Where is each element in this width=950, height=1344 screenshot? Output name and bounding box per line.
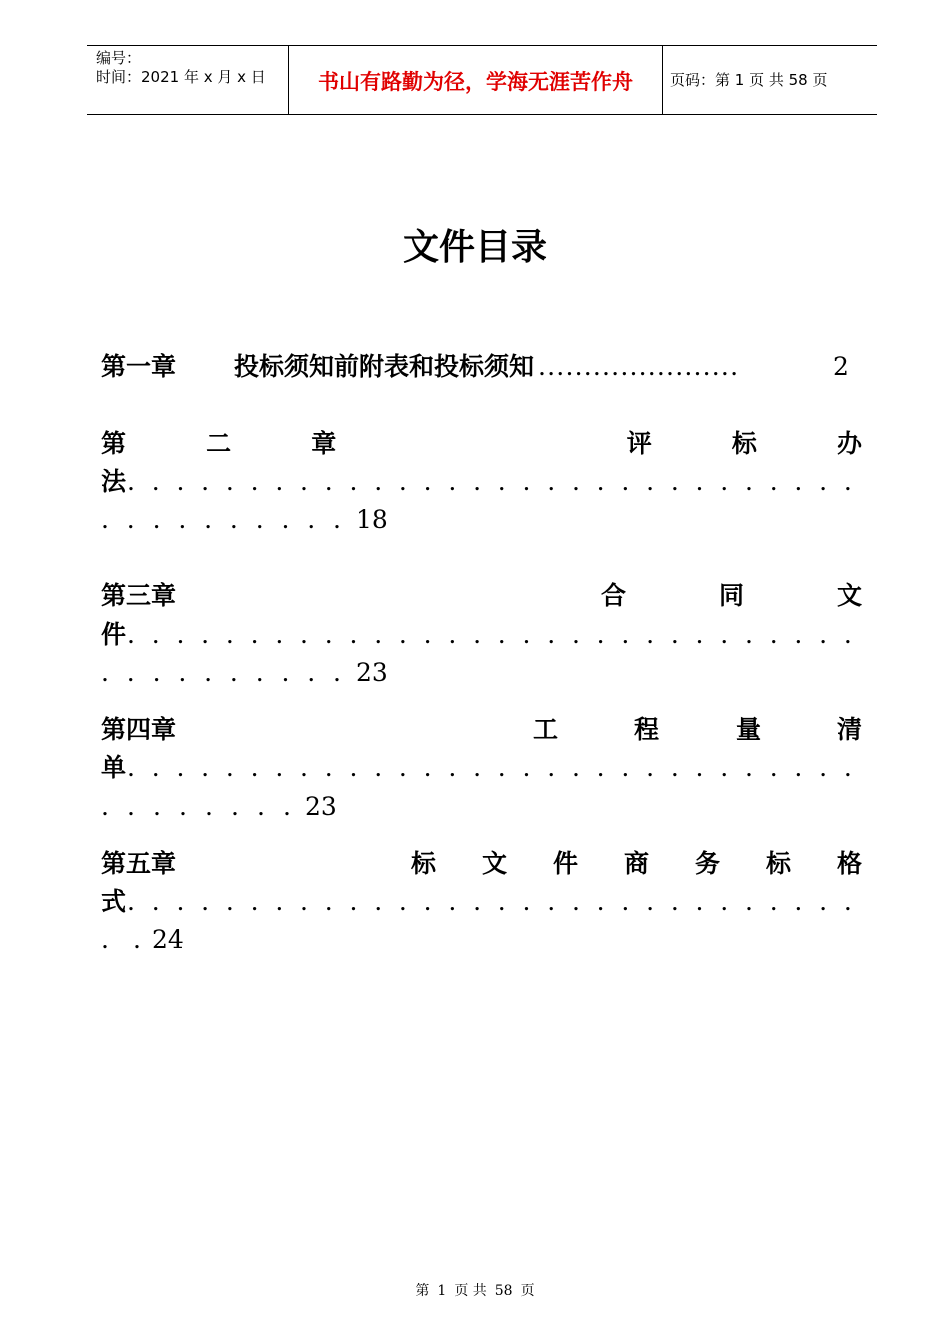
toc-title-last-char: 件 xyxy=(101,620,127,649)
page-footer xyxy=(0,1281,950,1301)
toc-leader-dots: . . . . . . . . . . xyxy=(101,505,341,534)
toc-title-char: 标 xyxy=(766,849,792,878)
toc-page-number: 18 xyxy=(356,505,388,534)
toc-chapter-label: 第一章 xyxy=(101,352,177,381)
toc-title-char: 合 xyxy=(601,581,627,610)
toc-leader-dots: . . . . . . . . . . . . . . . . . . . . . . . . . . . . . . xyxy=(127,467,852,496)
header-motto-cell xyxy=(288,46,663,114)
document-number-label: 编号： xyxy=(96,49,142,67)
toc-title-char: 工 xyxy=(533,715,559,744)
toc-entry-4-line-2 xyxy=(101,750,862,786)
toc-entry-4-line-3 xyxy=(101,789,862,825)
toc-leader-dots: . . . . . . . . . . . . . . . . . . . . . . . . . . . . . . xyxy=(127,887,852,916)
document-time-label: 时间：2021 年 x 月 x 日 xyxy=(96,68,266,86)
toc-title-last-char: 单 xyxy=(101,753,127,782)
toc-title-char: 清 xyxy=(837,715,863,744)
toc-entry-5-line-3 xyxy=(101,922,862,958)
toc-chapter-label: 第五章 xyxy=(101,849,177,878)
footer-page-total: 58 xyxy=(494,1283,513,1299)
footer-page-suffix: 页 xyxy=(520,1283,535,1299)
toc-title-char: 文 xyxy=(482,849,508,878)
toc-title-char: 务 xyxy=(695,849,721,878)
toc-title-char: 件 xyxy=(553,849,579,878)
footer-page-mid: 页 共 xyxy=(454,1283,487,1299)
toc-entry-title: 投标须知前附表和投标须知 xyxy=(234,352,535,381)
toc-page-number: 23 xyxy=(356,658,388,687)
toc-title-last-char: 法 xyxy=(101,467,127,496)
toc-leader-dots: . . . . . . . . . . . . . . . . . . . . . . . . . . . . . . xyxy=(127,753,852,782)
toc-title-char: 格 xyxy=(837,849,863,878)
header-motto: 书山有路勤为径，学海无涯苦作舟 xyxy=(318,70,633,94)
toc-leader-dots: . . . . . . . . . . . . . . . . . . . . . . . . . . . . . . xyxy=(127,620,852,649)
toc-entry-1[interactable] xyxy=(101,349,862,385)
toc-entry-2-line-1[interactable] xyxy=(101,426,862,462)
toc-entry-5-line-1[interactable] xyxy=(101,846,862,882)
toc-leader-dots: . . . . . . . . xyxy=(101,792,291,821)
toc-title-char: 商 xyxy=(624,849,650,878)
toc-chapter-char: 二 xyxy=(206,429,232,458)
toc-page-number: 23 xyxy=(305,792,337,821)
toc-title-char: 同 xyxy=(719,581,745,610)
toc-title-char: 办 xyxy=(836,429,862,458)
toc-entry-5-line-2 xyxy=(101,884,862,920)
toc-entry-2-line-3 xyxy=(101,502,862,538)
toc-entry-4-line-1[interactable] xyxy=(101,712,862,748)
toc-page-number: 24 xyxy=(152,925,184,954)
toc-entry-3-line-1[interactable] xyxy=(101,578,862,614)
toc-leader-dots: . . . . . . . . . . xyxy=(101,658,341,687)
toc-entry-2-line-2 xyxy=(101,464,862,500)
toc-chapter-label: 第四章 xyxy=(101,715,177,744)
toc-title-last-char: 式 xyxy=(101,887,127,916)
document-title: 文件目录 xyxy=(402,227,547,268)
toc-leader-dots: . . xyxy=(101,925,141,954)
header-info-cell xyxy=(87,46,287,114)
toc-title-char: 标 xyxy=(411,849,437,878)
toc-title-char: 程 xyxy=(634,715,660,744)
toc-chapter-label: 第三章 xyxy=(101,581,177,610)
toc-title-char: 标 xyxy=(731,429,757,458)
toc-entry-3-line-2 xyxy=(101,617,862,653)
toc-page-number: 2 xyxy=(833,352,849,381)
header-page-label: 页码：第 1 页 共 58 页 xyxy=(670,71,828,89)
toc-entry-3-line-3 xyxy=(101,655,862,691)
toc-chapter-char: 第 xyxy=(101,429,127,458)
toc-title-char: 量 xyxy=(736,715,762,744)
toc-title-char: 文 xyxy=(837,581,863,610)
toc-chapter-char: 章 xyxy=(311,429,337,458)
header-page-cell xyxy=(662,46,877,114)
toc-title-char: 评 xyxy=(626,429,652,458)
page-header xyxy=(87,45,877,115)
footer-page-prefix: 第 xyxy=(415,1283,430,1299)
footer-page-number: 1 xyxy=(437,1283,447,1299)
toc-leader-dots: ...................... xyxy=(538,352,740,381)
